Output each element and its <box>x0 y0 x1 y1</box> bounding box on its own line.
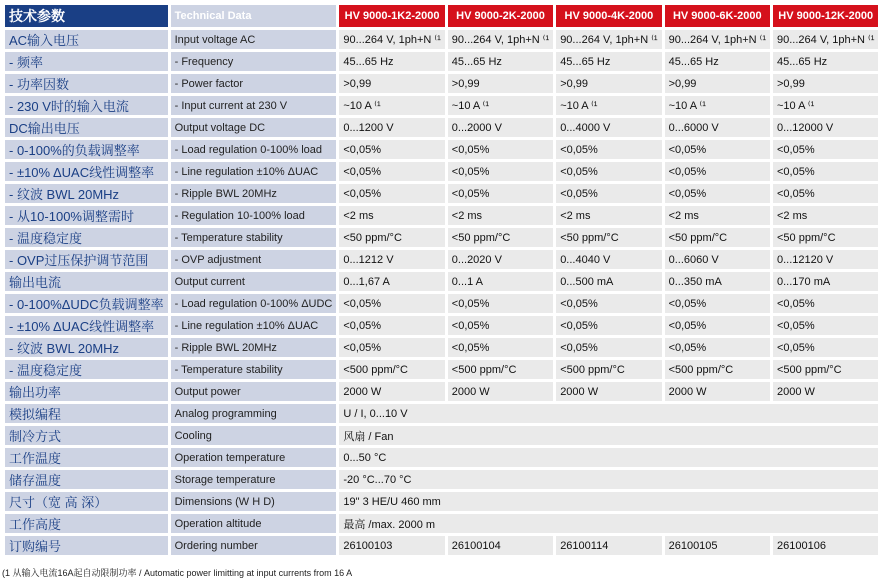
table-row <box>5 140 878 159</box>
table-row <box>5 404 878 423</box>
value-cell: <2 ms <box>556 206 661 225</box>
model-header: HV 9000-4K-2000 <box>556 5 661 27</box>
common-value-cell: 最高 /max. 2000 m <box>339 514 878 533</box>
row-label-en: - Line regulation ±10% ΔUAC <box>171 162 337 181</box>
value-cell: <0,05% <box>556 162 661 181</box>
row-label-en: Dimensions (W H D) <box>171 492 337 511</box>
value-cell: <0,05% <box>339 162 444 181</box>
value-cell: <0,05% <box>773 162 878 181</box>
row-label-en: - Frequency <box>171 52 337 71</box>
value-cell: 90...264 V, 1ph+N ⁽¹ <box>556 30 661 49</box>
row-label-en: Operation altitude <box>171 514 337 533</box>
order-number-cell: 26100103 <box>339 536 444 555</box>
table-row <box>5 96 878 115</box>
value-cell: <50 ppm/°C <box>556 228 661 247</box>
value-cell: 45...65 Hz <box>773 52 878 71</box>
table-row <box>5 206 878 225</box>
value-cell: <50 ppm/°C <box>773 228 878 247</box>
row-label-cn: 模拟编程 <box>5 404 168 423</box>
table-row <box>5 448 878 467</box>
value-cell: 45...65 Hz <box>665 52 770 71</box>
model-header: HV 9000-2K-2000 <box>448 5 553 27</box>
value-cell: <0,05% <box>556 338 661 357</box>
row-label-cn: 输出电流 <box>5 272 168 291</box>
row-label-cn: - 230 V时的输入电流 <box>5 96 168 115</box>
value-cell: <0,05% <box>556 316 661 335</box>
value-cell: <0,05% <box>556 184 661 203</box>
row-label-en: - OVP adjustment <box>171 250 337 269</box>
header-cn-title: 技术参数 <box>5 5 168 27</box>
row-label-en: - Line regulation ±10% ΔUAC <box>171 316 337 335</box>
row-label-cn: 制冷方式 <box>5 426 168 445</box>
value-cell: 0...6060 V <box>665 250 770 269</box>
row-label-en: Input voltage AC <box>171 30 337 49</box>
row-label-cn: 工作高度 <box>5 514 168 533</box>
value-cell: <0,05% <box>448 316 553 335</box>
row-label-cn: DC输出电压 <box>5 118 168 137</box>
row-label-en: Output power <box>171 382 337 401</box>
value-cell: 0...1 A <box>448 272 553 291</box>
row-label-cn: - ±10% ΔUAC线性调整率 <box>5 162 168 181</box>
row-label-cn: - 0-100%的负载调整率 <box>5 140 168 159</box>
value-cell: 0...500 mA <box>556 272 661 291</box>
row-label-cn: - 频率 <box>5 52 168 71</box>
ordering-row <box>5 536 878 555</box>
table-row <box>5 514 878 533</box>
value-cell: >0,99 <box>339 74 444 93</box>
row-label-en: Analog programming <box>171 404 337 423</box>
value-cell: <0,05% <box>665 338 770 357</box>
order-number-cell: 26100105 <box>665 536 770 555</box>
value-cell: <0,05% <box>448 140 553 159</box>
value-cell: <0,05% <box>773 338 878 357</box>
table-row <box>5 382 878 401</box>
value-cell: <0,05% <box>665 162 770 181</box>
value-cell: 0...350 mA <box>665 272 770 291</box>
value-cell: 90...264 V, 1ph+N ⁽¹ <box>448 30 553 49</box>
value-cell: <500 ppm/°C <box>556 360 661 379</box>
value-cell: <0,05% <box>339 140 444 159</box>
table-row <box>5 30 878 49</box>
value-cell: <500 ppm/°C <box>773 360 878 379</box>
value-cell: 0...2000 V <box>448 118 553 137</box>
row-label-cn: - 纹波 BWL 20MHz <box>5 338 168 357</box>
value-cell: <2 ms <box>339 206 444 225</box>
value-cell: >0,99 <box>773 74 878 93</box>
value-cell: ~10 A ⁽¹ <box>339 96 444 115</box>
row-label-cn: 订购编号 <box>5 536 168 555</box>
value-cell: 0...1200 V <box>339 118 444 137</box>
order-number-cell: 26100106 <box>773 536 878 555</box>
row-label-en: Operation temperature <box>171 448 337 467</box>
table-row <box>5 338 878 357</box>
row-label-en: Storage temperature <box>171 470 337 489</box>
model-header: HV 9000-6K-2000 <box>665 5 770 27</box>
value-cell: <0,05% <box>448 294 553 313</box>
common-value-cell: -20 °C...70 °C <box>339 470 878 489</box>
value-cell: <0,05% <box>773 316 878 335</box>
table-row <box>5 294 878 313</box>
row-label-en: Ordering number <box>171 536 337 555</box>
value-cell: 90...264 V, 1ph+N ⁽¹ <box>339 30 444 49</box>
value-cell: <50 ppm/°C <box>665 228 770 247</box>
common-value-cell: 风扇 / Fan <box>339 426 878 445</box>
row-label-en: - Load regulation 0-100% ΔUDC <box>171 294 337 313</box>
value-cell: ~10 A ⁽¹ <box>556 96 661 115</box>
value-cell: 0...4040 V <box>556 250 661 269</box>
row-label-cn: - 从10-100%调整需时 <box>5 206 168 225</box>
row-label-cn: 工作温度 <box>5 448 168 467</box>
table-row <box>5 74 878 93</box>
row-label-en: Output current <box>171 272 337 291</box>
value-cell: >0,99 <box>448 74 553 93</box>
table-body <box>5 30 878 555</box>
value-cell: 2000 W <box>773 382 878 401</box>
model-header: HV 9000-1K2-2000 <box>339 5 444 27</box>
value-cell: 90...264 V, 1ph+N ⁽¹ <box>665 30 770 49</box>
value-cell: <0,05% <box>448 162 553 181</box>
value-cell: >0,99 <box>665 74 770 93</box>
row-label-cn: 储存温度 <box>5 470 168 489</box>
value-cell: <500 ppm/°C <box>665 360 770 379</box>
row-label-cn: - 0-100%ΔUDC负载调整率 <box>5 294 168 313</box>
table-row <box>5 228 878 247</box>
table-row <box>5 118 878 137</box>
row-label-cn: 输出功率 <box>5 382 168 401</box>
row-label-cn: - 功率因数 <box>5 74 168 93</box>
row-label-en: - Regulation 10-100% load <box>171 206 337 225</box>
value-cell: 45...65 Hz <box>339 52 444 71</box>
value-cell: <0,05% <box>773 294 878 313</box>
value-cell: 2000 W <box>448 382 553 401</box>
row-label-cn: - 纹波 BWL 20MHz <box>5 184 168 203</box>
value-cell: <50 ppm/°C <box>339 228 444 247</box>
value-cell: <0,05% <box>665 294 770 313</box>
common-value-cell: 19" 3 HE/U 460 mm <box>339 492 878 511</box>
value-cell: <0,05% <box>665 184 770 203</box>
value-cell: <0,05% <box>448 338 553 357</box>
table-row <box>5 360 878 379</box>
value-cell: 0...12000 V <box>773 118 878 137</box>
value-cell: <0,05% <box>339 294 444 313</box>
order-number-cell: 26100114 <box>556 536 661 555</box>
value-cell: <0,05% <box>773 140 878 159</box>
value-cell: 0...4000 V <box>556 118 661 137</box>
row-label-en: - Temperature stability <box>171 360 337 379</box>
value-cell: ~10 A ⁽¹ <box>665 96 770 115</box>
row-label-en: - Ripple BWL 20MHz <box>171 338 337 357</box>
table-row <box>5 272 878 291</box>
value-cell: <2 ms <box>665 206 770 225</box>
row-label-cn: 尺寸（宽 高 深） <box>5 492 168 511</box>
value-cell: 45...65 Hz <box>556 52 661 71</box>
value-cell: <0,05% <box>339 316 444 335</box>
value-cell: 0...1212 V <box>339 250 444 269</box>
order-number-cell: 26100104 <box>448 536 553 555</box>
value-cell: <0,05% <box>339 184 444 203</box>
value-cell: <0,05% <box>448 184 553 203</box>
value-cell: <2 ms <box>448 206 553 225</box>
row-label-en: - Ripple BWL 20MHz <box>171 184 337 203</box>
value-cell: 45...65 Hz <box>448 52 553 71</box>
value-cell: ~10 A ⁽¹ <box>448 96 553 115</box>
row-label-en: - Temperature stability <box>171 228 337 247</box>
table-row <box>5 492 878 511</box>
value-cell: <0,05% <box>556 140 661 159</box>
row-label-en: - Input current at 230 V <box>171 96 337 115</box>
value-cell: <0,05% <box>773 184 878 203</box>
value-cell: <2 ms <box>773 206 878 225</box>
value-cell: <0,05% <box>339 338 444 357</box>
table-row <box>5 184 878 203</box>
common-value-cell: 0...50 °C <box>339 448 878 467</box>
table-row <box>5 470 878 489</box>
value-cell: ~10 A ⁽¹ <box>773 96 878 115</box>
value-cell: 0...2020 V <box>448 250 553 269</box>
value-cell: >0,99 <box>556 74 661 93</box>
table-row <box>5 316 878 335</box>
header-en-title: Technical Data <box>171 5 337 27</box>
value-cell: 90...264 V, 1ph+N ⁽¹ <box>773 30 878 49</box>
row-label-en: Output voltage DC <box>171 118 337 137</box>
value-cell: <0,05% <box>665 140 770 159</box>
row-label-cn: - 温度稳定度 <box>5 360 168 379</box>
table-row <box>5 52 878 71</box>
table-row <box>5 426 878 445</box>
value-cell: 2000 W <box>556 382 661 401</box>
value-cell: <500 ppm/°C <box>448 360 553 379</box>
model-header: HV 9000-12K-2000 <box>773 5 878 27</box>
value-cell: 0...170 mA <box>773 272 878 291</box>
value-cell: 0...1,67 A <box>339 272 444 291</box>
row-label-cn: - ±10% ΔUAC线性调整率 <box>5 316 168 335</box>
row-label-en: - Load regulation 0-100% load <box>171 140 337 159</box>
value-cell: <0,05% <box>665 316 770 335</box>
value-cell: 0...12120 V <box>773 250 878 269</box>
footnote: (1 从输入电流16A起自动限制功率 / Automatic power limitting at input currents from 16 A <box>2 568 353 578</box>
row-label-en: Cooling <box>171 426 337 445</box>
technical-data-table <box>2 2 881 558</box>
table-row <box>5 250 878 269</box>
value-cell: <500 ppm/°C <box>339 360 444 379</box>
common-value-cell: U / I, 0...10 V <box>339 404 878 423</box>
table-row <box>5 162 878 181</box>
row-label-cn: - 温度稳定度 <box>5 228 168 247</box>
row-label-en: - Power factor <box>171 74 337 93</box>
value-cell: <50 ppm/°C <box>448 228 553 247</box>
row-label-cn: AC输入电压 <box>5 30 168 49</box>
row-label-cn: - OVP过压保护调节范围 <box>5 250 168 269</box>
value-cell: 2000 W <box>339 382 444 401</box>
table-header-row <box>5 5 878 27</box>
value-cell: <0,05% <box>556 294 661 313</box>
value-cell: 0...6000 V <box>665 118 770 137</box>
value-cell: 2000 W <box>665 382 770 401</box>
